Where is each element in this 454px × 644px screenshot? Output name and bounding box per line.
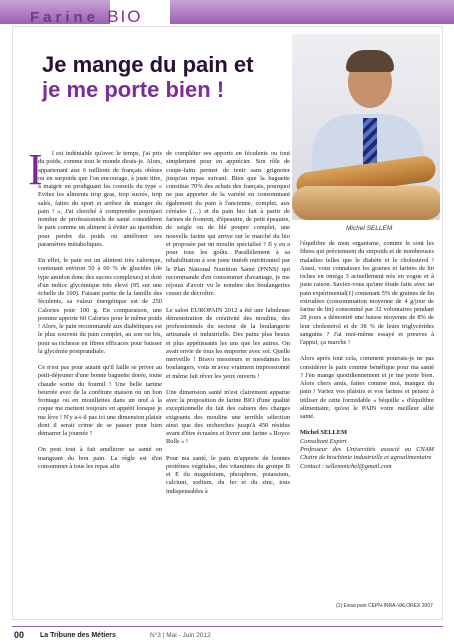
col1-paragraph: Ce n'est pas pour autant qu'il faille se priver au petit-déjeuner d'une bonne baguette dorée, toute chaude sortie du fournil ! Une belle tartine beurrée avec de la confiture maison ou un bon fromage ou en mouillettes dans un œuf à la coque me mettent toujours en appétit lorsque je me lève ! N'y a-t-il pas ici une dimension plaisir dont il serait crime de se passer pour bien démarrer la journée ?: [38, 364, 162, 437]
title-line-2: je me porte bien !: [42, 77, 225, 102]
col2-paragraph: Pour ma santé, le pain m'apporte de bonnes protéines végétales, des vitamines du groupe B et E du magnésium, phosphore, potassium, calcium, sodium, du fer et du zinc, tous indispensables à: [166, 454, 290, 495]
col1-paragraph: On peut tout à fait améliorer sa santé en mangeant du bon pain. La règle est d'en consommer à tous les repas afin: [38, 446, 162, 470]
column-2: [166, 150, 290, 504]
signature-role: Consultant Expert: [300, 437, 347, 445]
photo-hair: [346, 50, 394, 72]
author-signature: [300, 429, 434, 471]
drop-cap: I: [28, 145, 43, 194]
col2-paragraph: de compléter ses apports en féculents ou tout simplement pour en apprécier. Son rôle de coupe-faim permet de tenir sans grignoter jusqu'au repas suivant. Bien que la baguette constitue 70% des achats des français, pourquoi ne pas apporter de la variété en consommant également du pain à l'ancienne, complet, aux céréales (…) et du pain bio fait à partir de farines de froment, d'épeautre, de petit épeautre, de seigle ou de blé poupre complet, une nouvelle farine qui arrive sur le marché du bio et proposée par un moulin spécialisé ? Il y en a pour tous les goûts. Parallèlement à sa réhabilitation à son juste intérêt nutritionnel par le Plan National Nutrition Santé (PNNS) qui recommande d'en consommer d'avantage, je me réjouis d'avoir vu le nombre des boulangeries cesser de décroître.: [166, 150, 290, 298]
signature-affiliation: Professeur des Universités associé au CNAM Chaire de biochimie industrielle et agroalimentaire: [300, 446, 434, 462]
journal-name: La Tribune des Métiers: [40, 632, 116, 639]
top-band-right: [170, 0, 454, 24]
column-3: [300, 240, 434, 471]
col1-paragraph: l est indéniable qu'avec le temps, j'ai pris du poids, comme tout le monde dirais-je. Alors, appartenant aux 6 millions de français obèses ou en surpoids que l'on encourage, à juste titre, à maigrir en prodiguant les conseils du type « Evitez les aliments trop gras, trop sucrés, trop salés, faites du sport et arrêtez de manger du pain ! », J'ai cherché à comprendre pourquoi nombre de professionnels de santé considèrent le pain comme un aliment à éviter au quotidien pour perdre du poids ou améliorer ses paramètres métaboliques.: [38, 150, 162, 248]
column-1: [38, 150, 162, 479]
author-photo: [292, 34, 440, 220]
signature-name: Michel SELLEM: [300, 429, 348, 437]
col3-paragraph: Alors après tout cela, comment pourrais-je ne pas considérer le pain comme bénéfique pour ma santé ? J'en mange quotidiennement et je me porte bien. Alors chers amis, faites comme moi, mangez du pain ! Variez vos plaisirs et vos farines et pensez à utiliser de cette formidable « béquille » d'équilibre alimentaire, qu'est le PAIN votre meilleur allié santé.: [300, 355, 434, 420]
photo-bread-loaf: [292, 186, 440, 220]
page-number: 00: [14, 630, 25, 640]
issue-info: N°3 | Mai - Juin 2012: [150, 632, 211, 639]
photo-caption: Michel SELLEM: [346, 225, 393, 232]
col2-paragraph: Le salon EUROPAIN 2012 a été une fabuleuse démonstration de créativité des moulins, des professionnels du secteur de la boulangerie artisanale et industrielle. Des pains plus beaux et plus appétissants les uns que les autres. On avait envie de tous les emporter avec soi. Quelle merveille ! Bravo messieurs et mesdames les boulangers, vous m'avez vraiment impressionné et même fait rêver les yeux ouverts !: [166, 306, 290, 380]
col1-paragraph: En effet, le pain est un aliment très calorique, contenant environ 50 à 60 % de glucides (de type amidon donc des sucres complexes) et doté d'un indice glycémique très élevé (95 sur une échelle de 100). Faisant partie de la famille des féculents, sa valeur énergétique est de 250 Calories pour 100 g. En comparaison, une pomme apporte 60 Calories pour le même poids ! Alors, le pain recommandé aux diabétiques est le plus souvent du pain complet, au son ou bis, pour sa richesse en fibres efficaces pour baisser la glycémie postprandiale.: [38, 257, 162, 355]
section-label-bio: BIO: [107, 7, 143, 26]
col2-paragraph: Une dimension santé m'est clairement apparue avec la proposition de farine BIO d'une qualité exceptionnelle du fait des cahiers des charges exigeants des moulins une terrible sélection ainsi que des recherches jusqu'à 450 résidus avant d'être écrasées et livrer une farine « Royce Rolls » !: [166, 388, 290, 446]
section-label-farine: Farine: [30, 9, 108, 26]
col3-paragraph: l'équilibre de mon organisme, comme le sont les fibres qui préviennent du surpoids et de nombreuses maladies telles que le diabète et le cholestérol ! Aussi, vous connaissez les graines et farines de lin riches en oméga 3 actuellement très en vogue et à juste raison. Saviez-vous qu'une étude faite avec un pain expérimental(1) contenant 5% de graines de lin extrudées (consommation moyenne de 4 g/jour de farine de lin) consommé par 32 volontaires pendant 28 jours a démontré une baisse moyenne de 8% de leur cholestérol et de 38 % de leurs triglycérides sanguins ? J'ai moi-même essayé et preuves à l'appui, ça marche !: [300, 240, 434, 346]
footer-rule: [12, 626, 443, 627]
title-line-1: Je mange du pain et: [42, 52, 254, 77]
signature-contact[interactable]: Contact : sellemmichel@gmail.com: [300, 462, 392, 470]
footnote: (1) Essai pain CEPN-INRA-VALOREX 2007: [336, 603, 433, 609]
section-label: [30, 7, 142, 27]
article-title: [42, 52, 254, 102]
